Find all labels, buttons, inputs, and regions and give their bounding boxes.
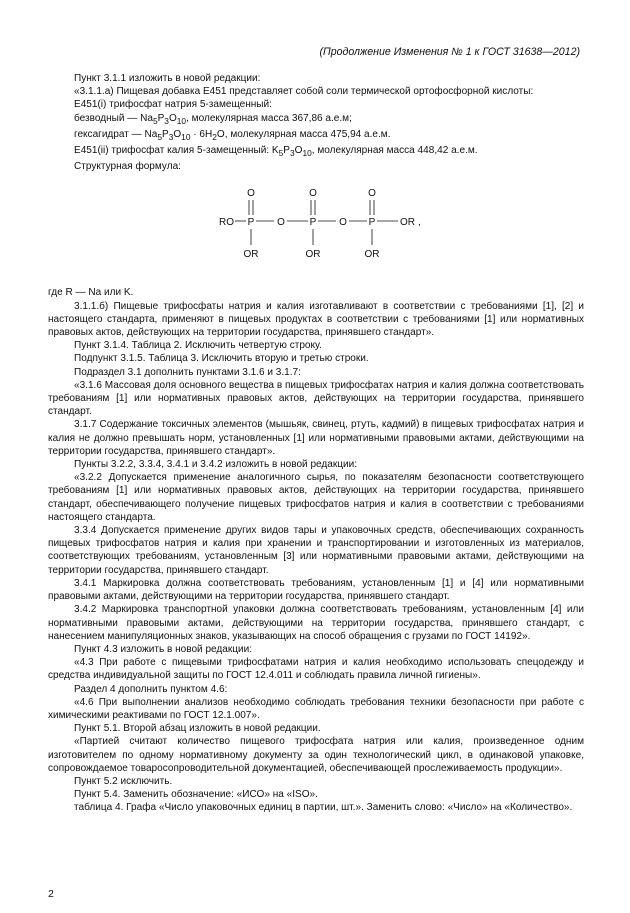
paragraph-3-3-4: 3.3.4 Допускается применение других видов тары и упаковочных средств, обеспечивающих сохранность пищевых трифосфатов натрия и калия при хранении и транспортировании и изготовленных из материалов, соответствующих требованиям, установленным [3] или нормативными правовыми актами, действующими на территории государства, принявшего стандарт.	[48, 525, 584, 576]
paragraph-3-4-1: 3.4.1 Маркировка должна соответствовать требованиям, установленным [1] и [4] или нормативными правовыми актами, действующими на территории государства, принявшего стандарт.	[48, 577, 584, 603]
paragraph-3-1-1-b: 3.1.1.б) Пищевые трифосфаты натрия и калия изготавливают в соответствии с требованиями [1], [2] и настоящего стандарта, применяют в пищевых продуктах в соответствии с требованиями [1] или нормативных правовых актов, действующих на территории государства, принявшего стандарт».	[48, 300, 584, 339]
paragraph-4-3-intro: Пункт 4.3 изложить в новой редакции:	[74, 643, 253, 655]
or-bottom-1: OR	[243, 249, 259, 261]
paragraph-3-4-2: 3.4.2 Маркировка транспортной упаковки должна соответствовать требованиям, установленным [4] или нормативными правовыми актами, действующими на территории государства, принявшего стандарт, с нанесением манипуляционных знаков, указывающих на способ обращения с грузами по ГОСТ 14192».	[48, 604, 584, 642]
or-bottom-2: OR	[305, 249, 321, 261]
structural-formula-label: Структурная формула:	[74, 161, 181, 173]
paragraph-3-1-7: 3.1.7 Содержание токсичных элементов (мышьяк, свинец, ртуть, кадмий) в пищевых трифосфатах натрия и калия не должно превышать норм, установленных [1] или нормативными правовыми актами, действующими на территории государства, принявшего стандарт».	[48, 419, 584, 457]
paragraph-3-1-6: «3.1.6 Массовая доля основного вещества в пищевых трифосфатах натрия и калия должна соответствовать требованиям [1] или нормативных правовых актов, действующих на территории государства, принявшего стандарт.	[48, 379, 584, 418]
document-body	[48, 72, 584, 815]
paragraph-3-1-4: Пункт 3.1.4. Таблица 2. Исключить четвертую строку.	[74, 340, 322, 352]
oxygen-top-2: O	[309, 188, 317, 200]
formula-hexahydrate: гексагидрат — $Na_5P_3O_{10} \cdot 6H_2O$, молекулярная масса 475,94 а.е.м.	[74, 128, 391, 142]
paragraph-5-1: «Партией считают количество пищевого трифосфата натрия или калия, произведенное одним изготовителем по одному нормативному документу за один технологический цикл, в одинаковой упаковке, сопровождаемое товаросопроводительной документацией, обеспечивающей прослеживаемость продукции».	[48, 736, 584, 774]
paragraph-3-1-1-a: «3.1.1.а) Пищевая добавка E451 представляет собой соли термической ортофосфорной кислоты:	[74, 86, 534, 98]
paragraph-4-6: «4.6 При выполнении анализов необходимо соблюдать требования техники безопасности при работе с химическими реактивами по ГОСТ 12.1.007».	[48, 696, 584, 721]
formula-potassium: E451(ii) трифосфат калия 5-замещенный: $K_5P_3O_{10}$, молекулярная масса 448,42 а.е.м.	[74, 145, 478, 159]
or-end-group: OR	[400, 217, 415, 229]
oxygen-bridge-2: O	[339, 217, 347, 229]
paragraph-5-1-intro: Пункт 5.1. Второй абзац изложить в новой редакции.	[74, 723, 321, 735]
running-header: (Продолжение Изменения № 1 к ГОСТ 31638—2012)	[319, 46, 580, 58]
paragraph-3-1-5: Подпункт 3.1.5. Таблица 3. Исключить вторую и третью строки.	[74, 353, 369, 365]
paragraph-5-4: Пункт 5.4. Заменить обозначение: «ИСО» на «ISO».	[74, 789, 318, 801]
paragraph-3-1-1-intro: Пункт 3.1.1 изложить в новой редакции:	[74, 73, 261, 84]
paragraph-points-intro: Пункты 3.2.2, 3.3.4, 3.4.1 и 3.4.2 изложить в новой редакции:	[74, 459, 358, 471]
page-number: 2	[48, 888, 54, 900]
oxygen-top-1: O	[247, 188, 255, 200]
paragraph-4-6-intro: Раздел 4 дополнить пунктом 4.6:	[74, 683, 228, 695]
paragraph-e451-i: E451(i) трифосфат натрия 5-замещенный:	[74, 99, 272, 111]
paragraph-3-1-add: Подраздел 3.1 дополнить пунктами 3.1.6 и 3.1.7:	[74, 366, 301, 378]
paragraph-3-2-2: «3.2.2 Допускается применение аналогичного сырья, по показателям безопасности соответствующего требованиям [1] или нормативных правовых актов, действующих на территории государства, принявшего стандарт, обеспечивающего получение пищевых трифосфатов натрия и калия в соответствии с требованиями настоящего стандарта.	[48, 472, 584, 523]
ro-group: RO	[219, 217, 234, 229]
phosphorus-3: P	[368, 217, 376, 229]
paragraph-table-4: таблица 4. Графа «Число упаковочных единиц в партии, шт.». Заменить слово: «Число» на «Количество».	[74, 802, 573, 814]
or-bottom-3: OR	[364, 249, 380, 261]
oxygen-top-3: O	[368, 188, 376, 200]
paragraph-5-2: Пункт 5.2 исключить.	[74, 775, 173, 787]
phosphorus-2: P	[309, 217, 317, 229]
paragraph-4-3: «4.3 При работе с пищевыми трифосфатами натрия и калия необходимо использовать спецодежду и средства индивидуальной защиты по ГОСТ 12.4.011 и соблюдать правила личной гигиены».	[48, 657, 584, 682]
structural-formula	[48, 175, 584, 286]
formula-comma: ,	[418, 217, 421, 229]
paragraph-where-r: где R — Na или K.	[48, 287, 134, 299]
structural-formula-diagram	[48, 175, 584, 286]
oxygen-bridge-1: O	[277, 217, 285, 229]
phosphorus-1: P	[247, 217, 255, 229]
formula-anhydrous: безводный — $Na_5P_3O_{10}$, молекулярная масса 367,86 а.е.м;	[74, 112, 352, 126]
